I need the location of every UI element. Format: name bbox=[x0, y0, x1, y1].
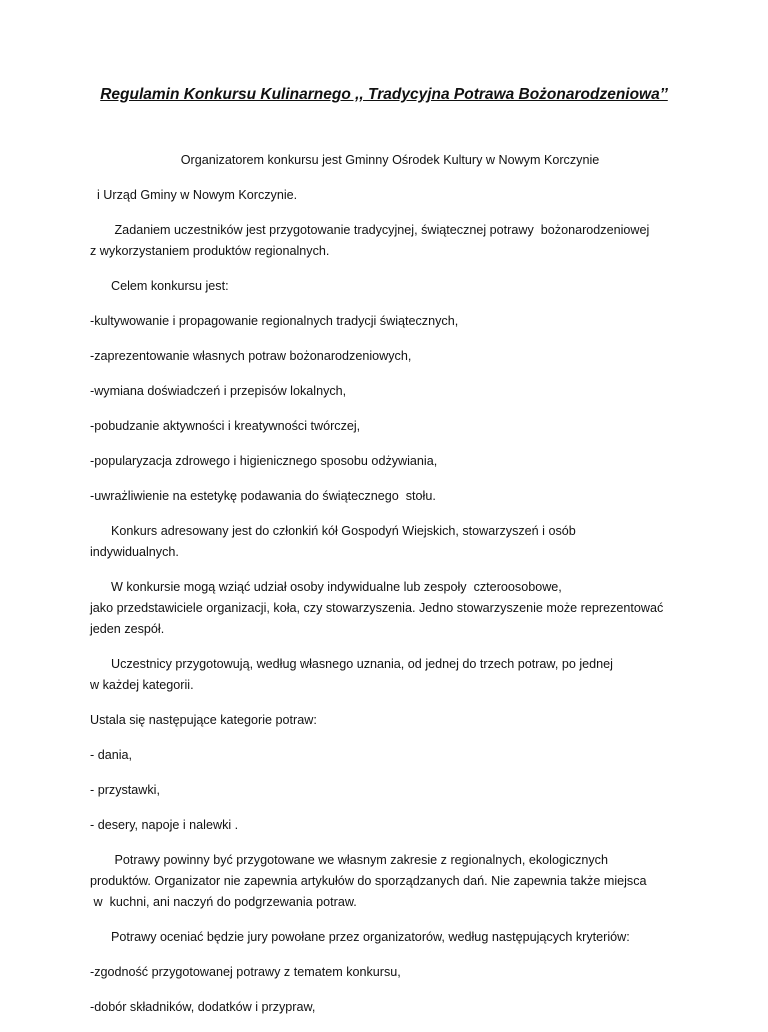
category-item: - przystawki, bbox=[90, 783, 160, 797]
category-item: - dania, bbox=[90, 748, 133, 762]
goal-item: -kultywowanie i propagowanie regionalnych tradycji świątecznych, bbox=[90, 314, 459, 328]
paragraph-goal-heading: Celem konkursu jest: bbox=[90, 279, 229, 293]
paragraph-participation: W konkursie mogą wziąć udział osoby indywidualne lub zespoły czteroosobowe, jako przedstawiciele organizacji, koła, czy stowarzyszenia. Jedno stowarzyszenie może reprezentować jeden zespół. bbox=[90, 580, 664, 636]
document-body bbox=[90, 150, 690, 1032]
goal-item: -wymiana doświadczeń i przepisów lokalnych, bbox=[90, 384, 347, 398]
goal-item: -pobudzanie aktywności i kreatywności twórczej, bbox=[90, 419, 361, 433]
paragraph-preparation: Potrawy powinny być przygotowane we własnym zakresie z regionalnych, ekologicznych produktów. Organizator nie zapewnia artykułów do sporządzanych dań. Nie zapewnia także miejsca w kuchni, ani naczyń do podgrzewania potraw. bbox=[90, 853, 647, 909]
paragraph-categories-heading: Ustala się następujące kategorie potraw: bbox=[90, 713, 317, 727]
criteria-item: -dobór składników, dodatków i przypraw, bbox=[90, 1000, 316, 1014]
goal-item: -uwrażliwienie na estetykę podawania do świątecznego stołu. bbox=[90, 489, 436, 503]
paragraph-dishes-count: Uczestnicy przygotowują, według własnego uznania, od jednej do trzech potraw, po jednej w każdej kategorii. bbox=[90, 657, 613, 692]
goal-item: -zaprezentowanie własnych potraw bożonarodzeniowych, bbox=[90, 349, 412, 363]
paragraph-jury: Potrawy oceniać będzie jury powołane przez organizatorów, według następujących kryteriów: bbox=[90, 930, 630, 944]
paragraph-audience: Konkurs adresowany jest do członkiń kół Gospodyń Wiejskich, stowarzyszeń i osób indywidualnych. bbox=[90, 524, 576, 559]
category-item: - desery, napoje i nalewki . bbox=[90, 818, 239, 832]
criteria-item: -zgodność przygotowanej potrawy z tematem konkursu, bbox=[90, 965, 401, 979]
paragraph-task: Zadaniem uczestników jest przygotowanie tradycyjnej, świątecznej potrawy bożonarodzeniowej z wykorzystaniem produktów regionalnych. bbox=[90, 223, 650, 258]
paragraph-organizer-cont: i Urząd Gminy w Nowym Korczynie. bbox=[90, 188, 298, 202]
paragraph-organizer: Organizatorem konkursu jest Gminny Ośrodek Kultury w Nowym Korczynie bbox=[180, 153, 600, 167]
document-title: Regulamin Konkursu Kulinarnego ,, Tradycyjna Potrawa Bożonarodzeniowa’’ bbox=[100, 86, 668, 103]
goal-item: -popularyzacja zdrowego i higienicznego sposobu odżywiania, bbox=[90, 454, 438, 468]
